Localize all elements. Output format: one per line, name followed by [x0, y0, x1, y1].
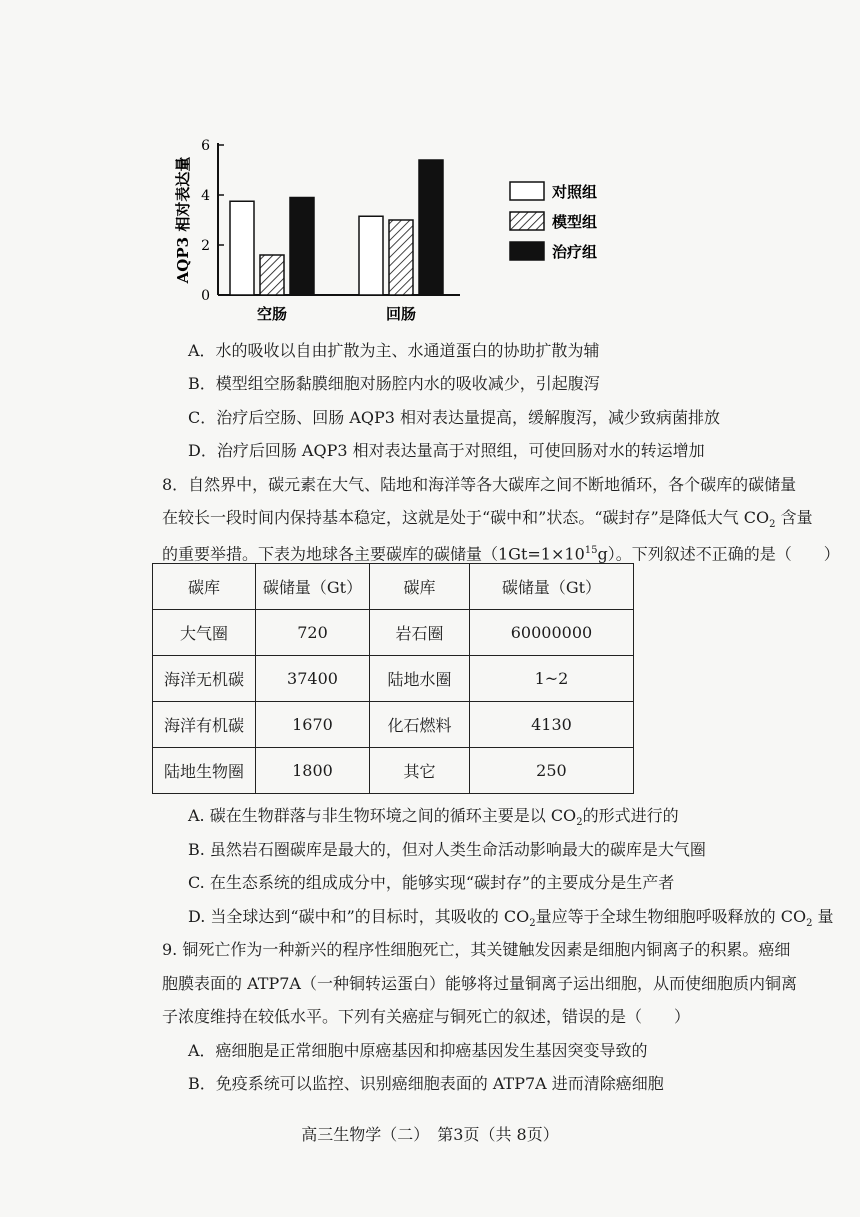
- table-header-cell: 碳储量（Gt）: [469, 564, 633, 610]
- legend-label: 模型组: [552, 213, 598, 231]
- bar-对照组: [359, 216, 383, 295]
- table-row: [153, 748, 634, 794]
- chart-svg: [160, 130, 640, 330]
- table-cell: 岩石圈: [370, 610, 470, 656]
- table-row: [153, 656, 634, 702]
- q9-stem-line1: 9. 铜死亡作为一种新兴的程序性细胞死亡，其关键触发因素是细胞内铜离子的积累。癌细: [162, 940, 791, 959]
- q8-option-b: B. 虽然岩石圈碳库是最大的，但对人类生命活动影响最大的碳库是大气圈: [188, 840, 706, 859]
- q8-stem-line1: 8．自然界中，碳元素在大气、陆地和海洋等各大碳库之间不断地循环，各个碳库的碳储量: [162, 475, 797, 494]
- q9-stem-line2: 胞膜表面的 ATP7A（一种铜转运蛋白）能够将过量铜离子运出细胞，从而使细胞质内铜离: [162, 974, 797, 993]
- table-cell: 陆地水圈: [370, 656, 470, 702]
- x-category-label: 空肠: [256, 305, 288, 323]
- legend-label: 治疗组: [552, 243, 598, 261]
- q8-option-c: C. 在生态系统的组成成分中，能够实现“碳封存”的主要成分是生产者: [188, 873, 675, 892]
- table-cell: 60000000: [469, 610, 633, 656]
- q7-option-c: C．治疗后空肠、回肠 AQP3 相对表达量提高，缓解腹泻，减少致病菌排放: [188, 408, 721, 427]
- table-header-row: [153, 564, 634, 610]
- table-cell: 720: [255, 610, 369, 656]
- table-cell: 250: [469, 748, 633, 794]
- q8-option-a: A. 碳在生物群落与非生物环境之间的循环主要是以 $CO_2$的形式进行的: [188, 806, 679, 829]
- q9-option-b: B．免疫系统可以监控、识别癌细胞表面的 ATP7A 进而清除癌细胞: [188, 1074, 664, 1093]
- table-header-cell: 碳库: [153, 564, 256, 610]
- y-tick-label: 0: [201, 288, 210, 304]
- q7-option-a: A．水的吸收以自由扩散为主、水通道蛋白的协助扩散为辅: [188, 341, 600, 360]
- bar-模型组: [260, 255, 284, 295]
- legend-label: 对照组: [552, 183, 598, 201]
- aqp3-bar-chart: [160, 130, 640, 330]
- legend-swatch: [510, 182, 544, 200]
- table-cell: 4130: [469, 702, 633, 748]
- bar-对照组: [230, 201, 254, 295]
- table-header-cell: 碳库: [370, 564, 470, 610]
- x-category-label: 回肠: [385, 305, 417, 323]
- bar-治疗组: [290, 198, 314, 296]
- table-cell: 1670: [255, 702, 369, 748]
- q8-stem-line3: 的重要举措。下表为地球各主要碳库的碳储量$(1Gt=1\times 10^{15}g)$。下列叙述不正确的是（ ）: [162, 544, 840, 564]
- q9-option-a: A．癌细胞是正常细胞中原癌基因和抑癌基因发生基因突变导致的: [188, 1041, 648, 1060]
- q7-option-b: B．模型组空肠黏膜细胞对肠腔内水的吸收减少，引起腹泻: [188, 374, 600, 393]
- table-cell: 化石燃料: [370, 702, 470, 748]
- table-row: [153, 702, 634, 748]
- table-cell: 37400: [255, 656, 369, 702]
- q8-option-d: D. 当全球达到“碳中和”的目标时，其吸收的 $CO_2$量应等于全球生物细胞呼吸释放的 $CO_2$ 量: [188, 907, 834, 930]
- table-cell: 海洋无机碳: [153, 656, 256, 702]
- table-cell: 其它: [370, 748, 470, 794]
- table-header-cell: 碳储量（Gt）: [255, 564, 369, 610]
- legend-swatch: [510, 212, 544, 230]
- table-cell: 大气圈: [153, 610, 256, 656]
- q7-option-d: D．治疗后回肠 AQP3 相对表达量高于对照组，可使回肠对水的转运增加: [188, 441, 705, 460]
- bar-模型组: [389, 220, 413, 295]
- table-cell: 海洋有机碳: [153, 702, 256, 748]
- y-tick-label: 4: [201, 188, 210, 204]
- table-cell: 1~2: [469, 656, 633, 702]
- q8-stem-line2: 在较长一段时间内保持基本稳定，这就是处于“碳中和”状态。“碳封存”是降低大气 $CO_2$ 含量: [162, 508, 813, 531]
- table-row: [153, 610, 634, 656]
- legend-swatch: [510, 242, 544, 260]
- table-cell: 1800: [255, 748, 369, 794]
- q9-stem-line3: 子浓度维持在较低水平。下列有关癌症与铜死亡的叙述，错误的是（ ）: [162, 1007, 691, 1026]
- carbon-storage-table: [152, 563, 634, 794]
- table-cell: 陆地生物圈: [153, 748, 256, 794]
- y-tick-label: 2: [201, 238, 210, 254]
- y-tick-label: 6: [201, 138, 210, 154]
- y-axis-label: AQP3 相对表达量: [174, 156, 192, 284]
- bar-治疗组: [419, 160, 443, 295]
- page-footer: 高三生物学（二） 第3页（共 8页）: [301, 1125, 559, 1144]
